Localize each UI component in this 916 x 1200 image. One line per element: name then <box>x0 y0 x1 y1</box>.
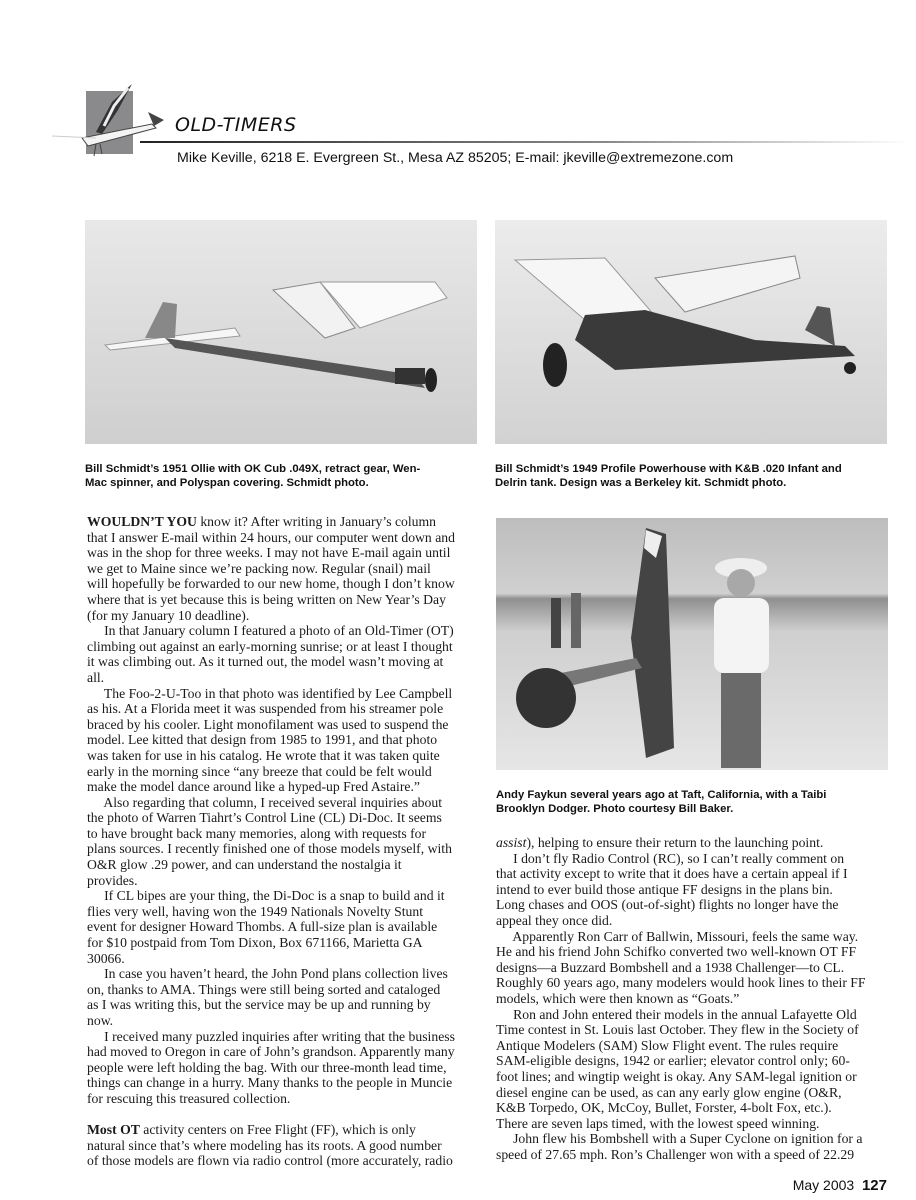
page-number: 127 <box>861 1177 887 1194</box>
model-airplane-photo-image <box>85 220 477 444</box>
lead-in-bold: Most OT <box>87 1122 140 1138</box>
body-paragraph: Apparently Ron Carr of Ballwin, Missouri, feels the same way. He and his friend John Schifko converted two well-known OT FF designs—a Buzzard Bombshell and a 1938 Challenger—to CL. Roughly 60 years ago, many modelers would hook lines to their FF models, which were then known as “Goats.” <box>496 928 866 1006</box>
body-paragraph: If CL bipes are your thing, the Di-Doc is a snap to build and it flies very well, having won the 1949 Nationals Novelty Stunt event for designer Howard Thombs. A full-size plan is available for $10 postpaid from Tom Dixon, Box 671166, Marietta GA 30066. <box>87 888 445 966</box>
person-with-model-photo-image <box>496 518 888 770</box>
right-text-column <box>496 835 866 1162</box>
section-title: OLD-TIMERS <box>175 114 297 136</box>
italic-text: assist <box>496 835 527 850</box>
paragraph-text: ), helping to ensure their return to the launching point. <box>526 835 824 850</box>
body-paragraph <box>87 514 455 623</box>
body-paragraph: In that January column I featured a photo of an Old-Timer (OT) climbing out against an early-morning sunrise; or at least I thought it was climbing out. As it turned out, the model wasn’t moving at all. <box>87 623 454 685</box>
paragraph-text: activity centers on Free Flight (FF), which is only natural since that’s where modeling has its roots. A good number of those models are flown via radio control (more accurately, radio <box>87 1122 453 1169</box>
body-paragraph: I received many puzzled inquiries after writing that the business had moved to Oregon in care of John’s grandson. Apparently many people were left holding the bag. With our three-month lead time, things can change in a hurry. Many thanks to the people in Muncie for rescuing this treasured collection. <box>87 1028 455 1106</box>
body-paragraph: John flew his Bombshell with a Super Cyclone on ignition for a speed of 27.65 mph. Ron’s Challenger won with a speed of 22.29 <box>496 1131 863 1162</box>
model-airplane-photo-image <box>495 220 887 444</box>
airplane-logo-icon <box>52 80 172 160</box>
body-paragraph: I don’t fly Radio Control (RC), so I can’t really comment on that activity except to write that it does have a certain appeal if I intend to ever build those antique FF designs in the plans bin. Long chases and OOS (out-of-sight) flights no longer have the appeal they once did. <box>496 850 848 928</box>
body-paragraph: The Foo-2-U-Too in that photo was identified by Lee Campbell as his. At a Florida meet it was suspended from his streamer pole braced by his cooler. Light monofilament was used to suspend the model. Lee kitted that design from 1985 to 1991, and that photo was taken for use in his catalog. He wrote that it was taken quite early in the morning since “any breeze that could be felt would make the model dance around like a hyped-up Fred Astaire.” <box>87 685 453 795</box>
photo-caption: Andy Faykun several years ago at Taft, California, with a Taibi Brooklyn Dodger. Photo courtesy Bill Baker. <box>496 789 827 815</box>
photo-caption: Bill Schmidt’s 1949 Profile Powerhouse with K&B .020 Infant and Delrin tank. Design was a Berkeley kit. Schmidt photo. <box>495 463 842 489</box>
body-paragraph: In case you haven’t heard, the John Pond plans collection lives on, thanks to AMA. Things were still being sorted and cataloged as I was writing this, but the service may be up and running by now. <box>87 966 448 1028</box>
photo-profile-powerhouse <box>495 220 887 444</box>
issue-date: May 2003 <box>792 1177 855 1193</box>
title-rule <box>140 141 910 143</box>
photo-caption: Bill Schmidt’s 1951 Ollie with OK Cub .049X, retract gear, Wen- Mac spinner, and Polyspan covering. Schmidt photo. <box>85 463 421 489</box>
photo-ollie <box>85 220 477 444</box>
body-paragraph: Also regarding that column, I received several inquiries about the photo of Warren Tiahrt’s Control Line (CL) Di-Doc. It seems to have brought back many memories, along with requests for plans sources. I recently finished one of those models myself, with O&R glow .29 power, and can understand the nostalgia it provides. <box>87 794 452 888</box>
body-paragraph: Ron and John entered their models in the annual Lafayette Old Time contest in St. Louis last October. They flew in the Society of Antique Modelers (SAM) Slow Flight event. The rules require SAM-eligible designs, 1942 or earlier; elevator control only; 60- foot lines; and wingtip weight is okay. Any SAM-legal ignition or diesel engine can be used, as can any early glow engine (O&R, K&B Torpedo, OK, McCoy, Bullet, Forster, 4-bolt Fox, etc.). There are seven laps timed, with the lowest speed winning. <box>496 1006 859 1131</box>
page-footer <box>793 1177 887 1194</box>
author-byline: Mike Keville, 6218 E. Evergreen St., Mesa AZ 85205; E-mail: jkeville@extremezone.com <box>177 150 734 166</box>
lead-in-bold: WOULDN’T YOU <box>87 514 197 529</box>
photo-andy-faykun <box>496 518 888 770</box>
paragraph-text: know it? After writing in January’s column that I answer E-mail within 24 hours, our computer went down and was in the shop for three weeks. I may not have E-mail again until we get to Maine since we’re packing now. Regular (snail) mail will hopefully be forwarded to our new home, though I don’t know where that is yet because this is being written on New Year’s Day (for my January 10 deadline). <box>87 514 455 623</box>
body-paragraph <box>87 1122 455 1169</box>
body-paragraph <box>496 835 866 851</box>
left-text-column <box>87 514 455 1169</box>
